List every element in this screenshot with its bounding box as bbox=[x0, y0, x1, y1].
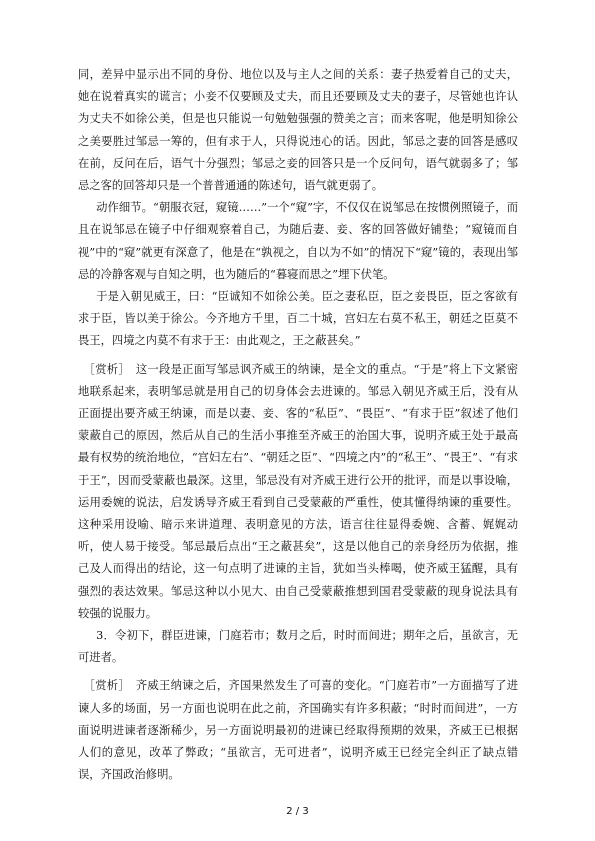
paragraph-appreciation-2: ［赏析］ 齐威王纳谏之后，齐国果然发生了可喜的变化。“门庭若市”一方面描写了进谏人多的场面，另一方面也说明在此之前，齐国确实有许多积蔽；“时时而间进”，一方面说明进谏者逐渐稀少，另一方面说明最初的进谏已经取得预期的效果，齐威王已根据人们的意见，改革了弊政；“虽欲言，无可进者”，说明齐威王已经完全纠正了缺点错误，齐国政治修明。 bbox=[78, 679, 518, 782]
paragraph-quote-court: 于是入朝见威王，曰：“臣诚知不如徐公美。臣之妻私臣，臣之妾畏臣，臣之客欲有求于臣，皆以美于徐公。今齐地方千里，百二十城，宫妇左右莫不私王，朝廷之臣莫不畏王，四境之内莫不有求于王：由此观之，王之蔽甚矣。” bbox=[78, 290, 518, 348]
paragraph-wife-concubine-guest: 同，差异中显示出不同的身份、地位以及与主人之间的关系：妻子热爱着自己的丈夫，她在说着真实的谎言；小妾不仅要顾及丈夫，而且还要顾及丈夫的妻子，尽管她也许认为丈夫不如徐公美，但是也只能说一句勉勉强强的赞美之言；而来客呢，他是明知徐公之美要胜过邹忌一筹的，但有求于人，只得说违心的话。因此，邹忌之妻的回答是感叹在前，反问在后，语气十分强烈；邹忌之妾的回答只是一个反问句，语气就弱多了；邹忌之客的回答却只是一个普普通通的陈述句，语气就更弱了。 bbox=[78, 68, 518, 193]
paragraph-action-detail: 动作细节。“朝服衣冠，窥镜……”一个“窥”字，不仅仅在说邹忌在按惯例照镜子，而且在说邹忌在镜子中仔细观察着自己，为随后妻、妾、客的回答做好铺垫；“窥镜而自视”中的“窥”就更有深意了，他是在“孰视之，自以为不如”的情况下“窥”镜的，表现出邹忌的冷静客观与自知之明，也为随后的“暮寝而思之”埋下伏笔。 bbox=[78, 201, 518, 281]
page-number: 2 / 3 bbox=[286, 806, 309, 817]
paragraph-quote-order: 3．令初下，群臣进谏，门庭若市；数月之后，时时而间进；期年之后，虽欲言，无可进者。 bbox=[78, 629, 518, 665]
document-body bbox=[78, 64, 518, 787]
paragraph-appreciation-1: ［赏析］ 这一段是正面写邹忌讽齐威王的纳谏，是全文的重点。“于是”将上下文紧密地联系起来，表明邹忌就是用自己的切身体会去进谏的。邹忌入朝见齐威王后，没有从正面提出要齐威王纳谏，而是以妻、妾、客的“私臣”、“畏臣”、“有求于臣”叙述了他们蒙蔽自己的原因，然后从自己的生活小事推至齐威王的治国大事，说明齐威王处于最高最有权势的统治地位，“宫妇左右”、“朝廷之臣”、“四境之内”的“私王”、“畏王”、“有求于王”，因而受蒙蔽也最深。这里，邹忌没有对齐威王进行公开的批评，而是以事设喻，运用委婉的说法，启发诱导齐威王看到自己受蒙蔽的严重性，使其懂得纳谏的重要性。这种采用设喻、暗示来讲道理、表明意见的方法，语言往往显得委婉、含蓄、娓娓动听，使人易于接受。邹忌最后点出“王之蔽甚矣”，这是以他自己的亲身经历为依据，推己及人而得出的结论，这一句点明了进谏的主旨，犹如当头棒喝，使齐威王猛醒，具有强烈的表达效果。邹忌这种以小见大、由自己受蒙蔽推想到国君受蒙蔽的现身说法具有较强的说服力。 bbox=[78, 362, 518, 620]
